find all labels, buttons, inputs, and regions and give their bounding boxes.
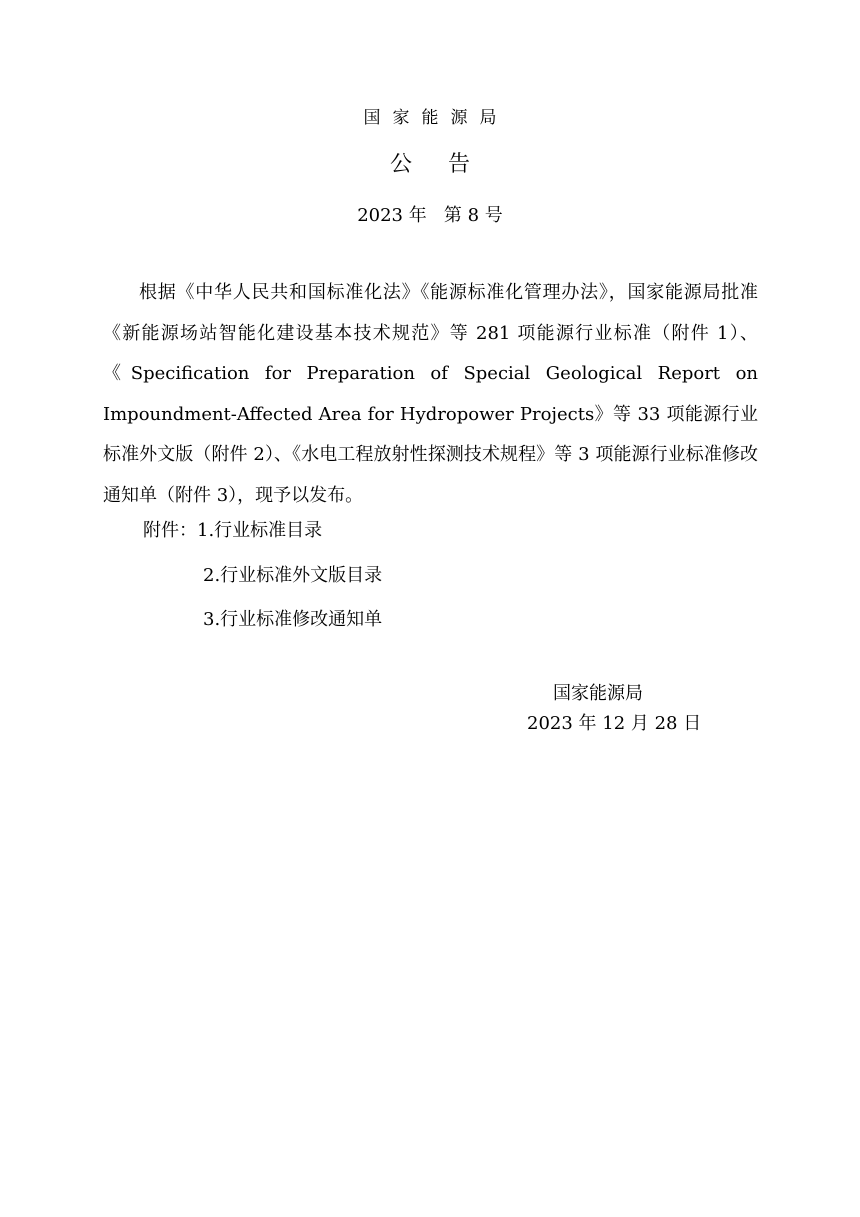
attachment-item-3 [203, 607, 382, 633]
announcement-body-paragraph: 根据《中华人民共和国标准化法》《能源标准化管理办法》，国家能源局批准《新能源场站智能化建设基本技术规范》等 281 项能源行业标准（附件 1）、《Specification for Preparation of Special Geological Report on Impoundment-Affected Area for Hydropower Projects》等 33 项能源行业标准外文版（附件 2）、《水电工程放射性探测技术规程》等 3 项能源行业标准修改通知单（附件 3），现予以发布。 [103, 282, 758, 506]
attachment-item-label: 2.行业标准外文版目录 [203, 565, 383, 586]
issuer-heading: 国家能源局 [363, 108, 509, 128]
attachment-item-label: 3.行业标准修改通知单 [203, 609, 383, 630]
signature-date: 2023 年 12 月 28 日 [527, 713, 702, 734]
attachment-item-1 [143, 518, 322, 544]
signature-issuer: 国家能源局 [553, 683, 643, 704]
document-type-title: 公告 [389, 152, 506, 177]
attachment-item-2 [203, 563, 382, 589]
attachment-label: 附件： [143, 520, 197, 541]
document-number: 2023 年 第 8 号 [357, 205, 503, 226]
attachment-item-label: 1.行业标准目录 [197, 520, 323, 541]
